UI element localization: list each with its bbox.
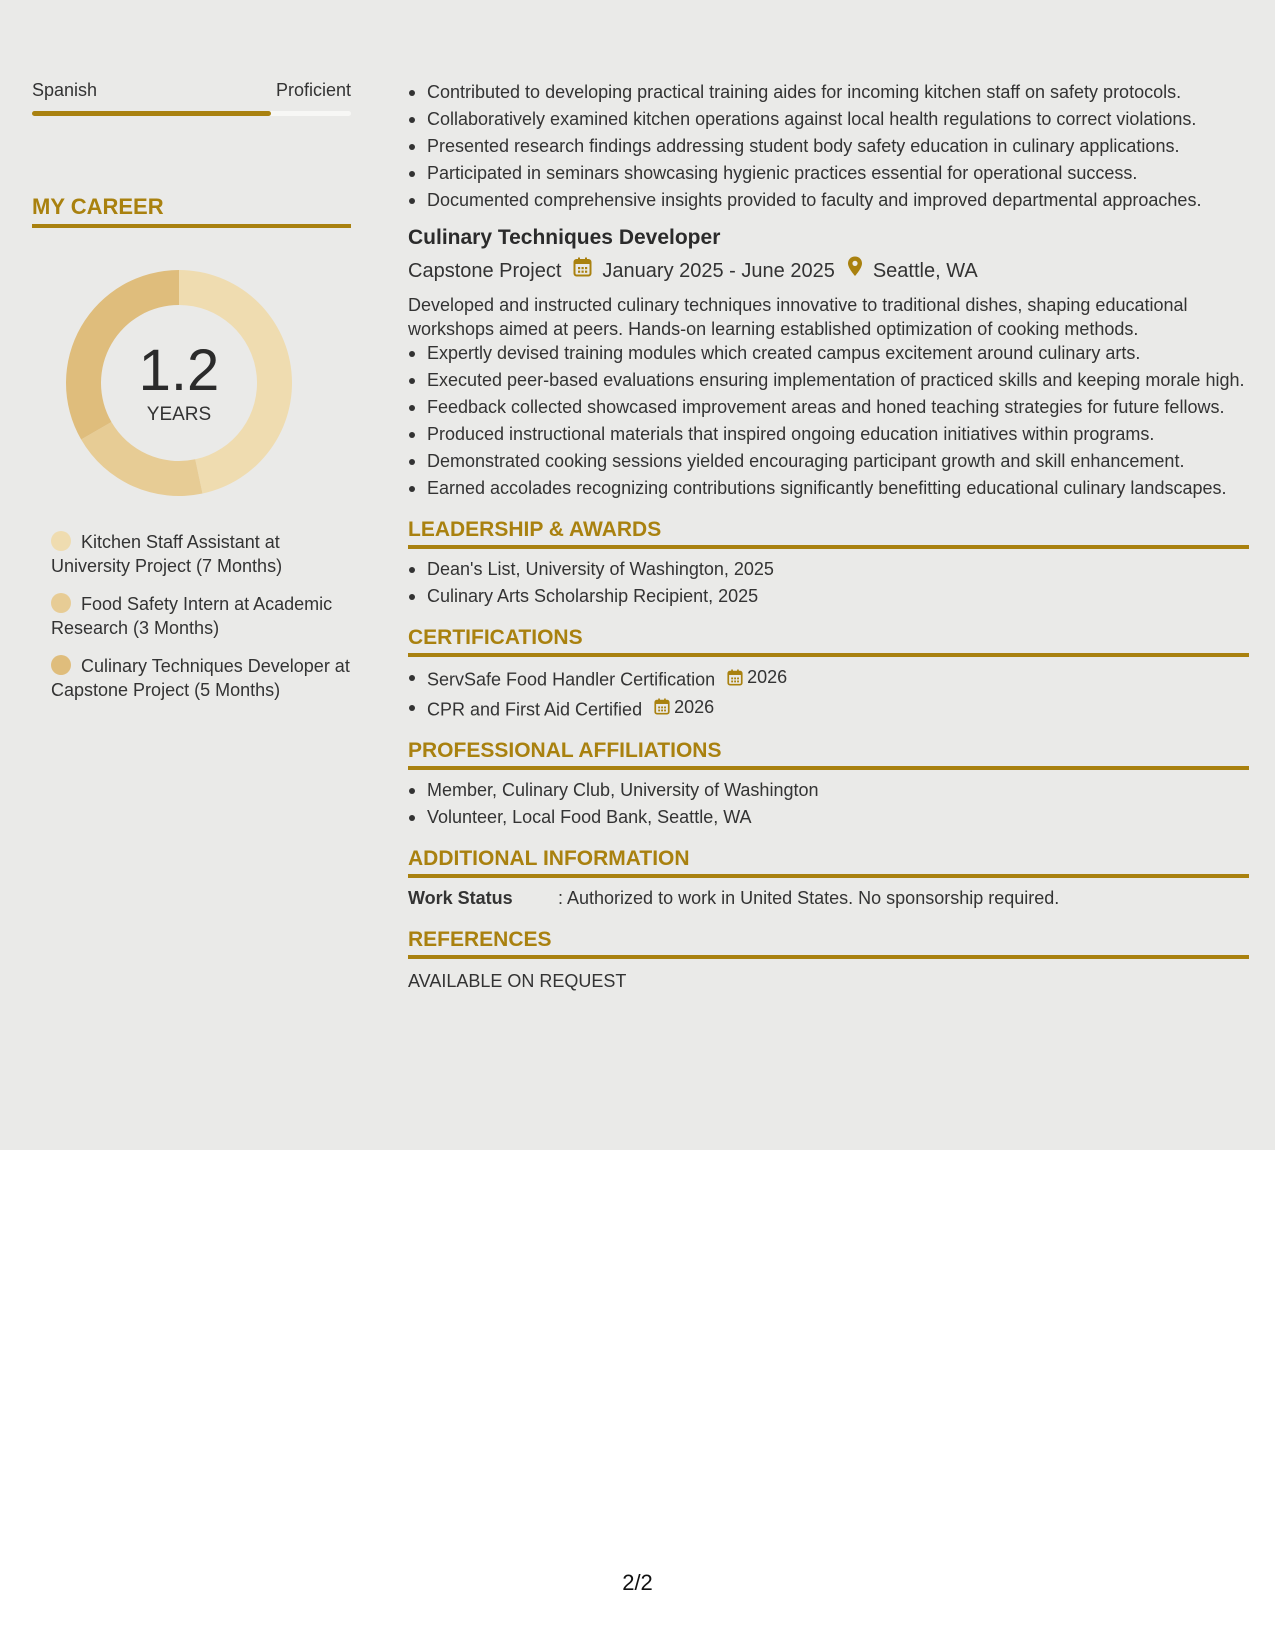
- career-legend: [32, 530, 351, 702]
- job-description: Developed and instructed culinary techniques innovative to traditional dishes, shaping educational workshops aimed at peers. Hands-on learning established optimization of cooking methods.: [408, 295, 1188, 339]
- career-total-unit: YEARS: [146, 404, 212, 425]
- page-number: 2/2: [622, 1570, 653, 1595]
- legend-label: Kitchen Staff Assistant at University Project (7 Months): [51, 532, 283, 576]
- list-item: Expertly devised training modules which created campus excitement around culinary arts.: [408, 341, 1249, 365]
- work-status-row: [408, 886, 1249, 910]
- additional-section-title: ADDITIONAL INFORMATION: [408, 847, 1249, 878]
- certification-item: [408, 665, 1249, 692]
- legend-item: [51, 530, 351, 578]
- certification-date: [727, 665, 787, 689]
- donut-center: [66, 338, 292, 426]
- left-column: [32, 80, 351, 716]
- calendar-icon: [573, 257, 592, 285]
- legend-dot: [51, 593, 71, 613]
- donut-slice-2: [81, 422, 202, 496]
- career-total-value: 1.2: [138, 338, 220, 403]
- job-title: Culinary Techniques Developer: [408, 226, 721, 249]
- list-item: Contributed to developing practical training aides for incoming kitchen staff on safety protocols.: [408, 80, 1249, 104]
- job-bullets: [408, 341, 1249, 500]
- certification-name: ServSafe Food Handler Certification: [427, 669, 716, 690]
- certification-year: 2026: [674, 696, 715, 717]
- job-company: Capstone Project: [408, 259, 562, 282]
- work-status-label: Work Status: [408, 888, 513, 908]
- language-name: Spanish: [32, 80, 98, 100]
- language-proficiency-fill: [32, 111, 271, 116]
- job-location: Seattle, WA: [872, 259, 978, 282]
- affiliations-section-title: PROFESSIONAL AFFILIATIONS: [408, 739, 1249, 770]
- list-item: Demonstrated cooking sessions yielded encouraging participant growth and skill enhancement.: [408, 449, 1249, 473]
- certification-date: [654, 695, 714, 719]
- list-item: Presented research findings addressing student body safety education in culinary applications.: [408, 134, 1249, 158]
- certification-item: [408, 695, 1249, 722]
- certification-name: CPR and First Aid Certified: [427, 699, 643, 719]
- list-item: Produced instructional materials that inspired ongoing education initiatives within programs.: [408, 422, 1249, 446]
- list-item: Documented comprehensive insights provided to faculty and improved departmental approaches.: [408, 188, 1249, 212]
- certification-year: 2026: [747, 667, 788, 687]
- affiliations-list: [408, 778, 1249, 829]
- list-item: Collaboratively examined kitchen operations against local health regulations to correct violations.: [408, 107, 1249, 131]
- award-item: Culinary Arts Scholarship Recipient, 2025: [408, 584, 1249, 608]
- list-item: Participated in seminars showcasing hygienic practices essential for operational success.: [408, 161, 1249, 185]
- certifications-list: [408, 665, 1249, 721]
- calendar-icon: [654, 698, 674, 715]
- job-dates: January 2025 - June 2025: [602, 259, 835, 282]
- list-item: Feedback collected showcased improvement areas and honed teaching strategies for future fellows.: [408, 395, 1249, 419]
- leadership-list: [408, 557, 1249, 608]
- language-row: [32, 80, 351, 101]
- certifications-section-title: CERTIFICATIONS: [408, 626, 1249, 657]
- career-donut-chart: [66, 270, 292, 496]
- legend-dot: [51, 531, 71, 551]
- right-column: [408, 80, 1249, 992]
- career-section-title: MY CAREER: [32, 194, 351, 228]
- leadership-section-title: LEADERSHIP & AWARDS: [408, 518, 1249, 549]
- legend-dot: [51, 655, 71, 675]
- award-item: Dean's List, University of Washington, 2025: [408, 557, 1249, 581]
- affiliation-item: Member, Culinary Club, University of Washington: [408, 778, 1249, 802]
- legend-label: Food Safety Intern at Academic Research (3 Months): [51, 594, 333, 638]
- list-item: Executed peer-based evaluations ensuring implementation of practiced skills and keeping morale high.: [408, 368, 1249, 392]
- legend-item: [51, 592, 351, 640]
- affiliation-item: Volunteer, Local Food Bank, Seattle, WA: [408, 805, 1249, 829]
- language-level: Proficient: [275, 80, 351, 100]
- references-text: AVAILABLE ON REQUEST: [408, 971, 627, 991]
- language-proficiency-bar: [32, 111, 351, 116]
- calendar-icon: [727, 669, 747, 686]
- map-pin-icon: [847, 256, 863, 285]
- job-meta: [408, 256, 1249, 285]
- legend-label: Culinary Techniques Developer at Capstone Project (5 Months): [51, 656, 350, 700]
- work-status-value: : Authorized to work in United States. No sponsorship required.: [558, 888, 1060, 908]
- list-item: Earned accolades recognizing contributions significantly benefitting educational culinary landscapes.: [408, 476, 1249, 500]
- legend-item: [51, 654, 351, 702]
- references-section-title: REFERENCES: [408, 928, 1249, 959]
- previous-job-bullets: [408, 80, 1249, 212]
